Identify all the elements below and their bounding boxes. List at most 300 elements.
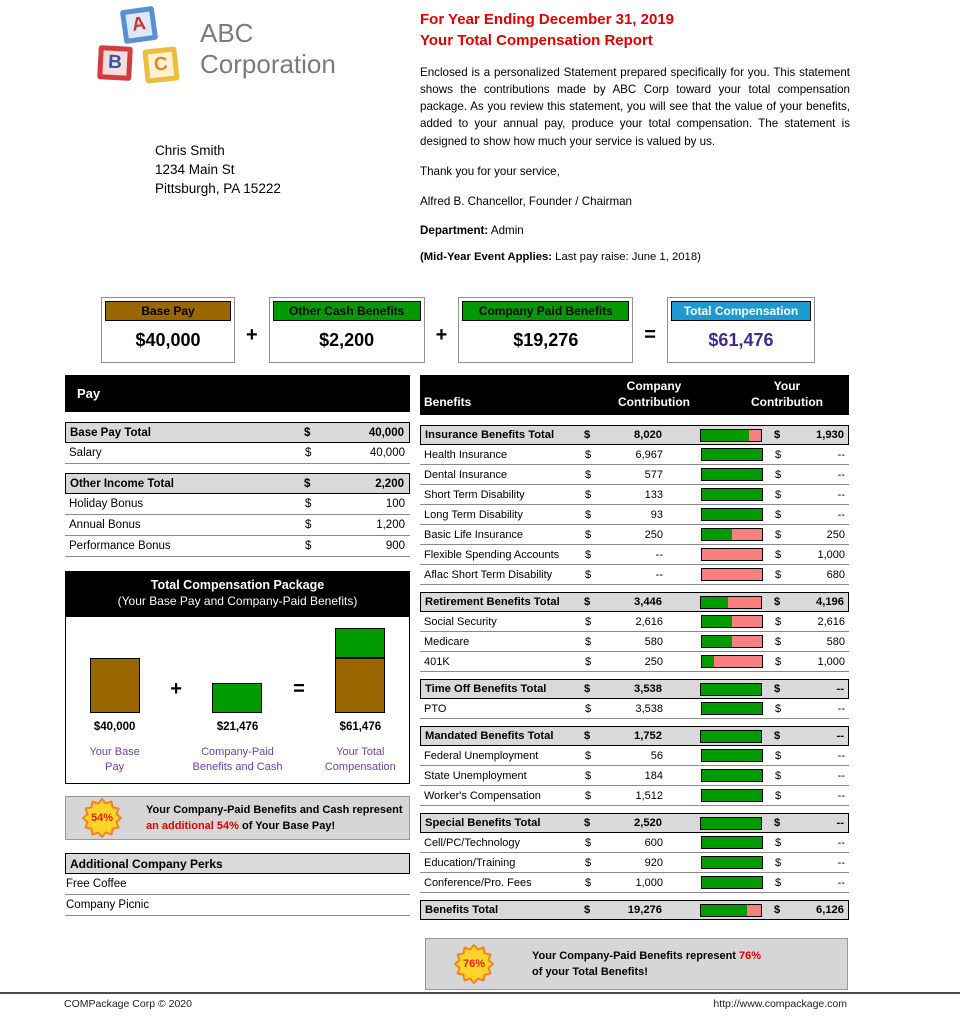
pay-total-row xyxy=(65,473,410,494)
bar xyxy=(335,625,385,713)
company-name-line2: Corporation xyxy=(200,48,336,79)
badge-percent-value: 76% xyxy=(462,958,486,970)
perk-row: Company Picnic xyxy=(65,895,410,916)
currency-symbol: $ xyxy=(585,876,592,889)
bar-value-label: $21,476 xyxy=(216,721,259,733)
company-amount: 19,276 xyxy=(627,904,662,916)
row-label: Special Benefits Total xyxy=(425,817,541,829)
badge-message xyxy=(532,948,761,981)
contribution-split-bar xyxy=(700,904,762,917)
benefits-row xyxy=(420,525,849,545)
pay-column xyxy=(65,375,410,916)
summary-box xyxy=(101,297,235,363)
contribution-split-bar xyxy=(701,876,763,889)
currency-symbol: $ xyxy=(775,655,782,668)
benefits-total-row xyxy=(420,726,849,746)
bar-label-line2: Benefits and Cash xyxy=(192,760,283,773)
pay-total-row xyxy=(65,422,410,443)
bar-label-line1: Company-Paid xyxy=(201,746,274,758)
benefits-table xyxy=(420,425,849,920)
your-amount: -- xyxy=(837,508,845,521)
report-title xyxy=(420,10,850,51)
your-amount: 2,616 xyxy=(817,615,845,628)
department-line xyxy=(420,224,850,237)
currency-symbol: $ xyxy=(585,468,592,481)
bar xyxy=(90,625,140,713)
starburst-badge-icon xyxy=(454,944,494,984)
currency-symbol: $ xyxy=(774,730,781,742)
currency-symbol: $ xyxy=(774,817,781,829)
department-label: Department: xyxy=(420,223,489,237)
summary-box-label: Total Compensation xyxy=(671,301,811,321)
total-compensation-package-chart xyxy=(65,571,410,784)
letter-block-b-icon: B xyxy=(97,45,133,81)
currency-symbol: $ xyxy=(774,596,781,608)
contribution-split-bar xyxy=(701,548,763,561)
row-label: Other Income Total xyxy=(70,477,174,490)
your-amount: -- xyxy=(837,769,845,782)
benefits-header-col2 xyxy=(581,379,727,410)
starburst-badge-icon xyxy=(82,798,122,838)
bar-value-label: $61,476 xyxy=(339,721,382,733)
contribution-split-bar xyxy=(701,615,763,628)
benefits-total-row xyxy=(420,900,849,920)
company-amount: -- xyxy=(655,548,663,561)
your-amount: 1,930 xyxy=(816,429,844,441)
row-label: Health Insurance xyxy=(424,448,508,461)
contribution-split-bar xyxy=(700,429,762,442)
currency-symbol: $ xyxy=(585,769,592,782)
currency-symbol: $ xyxy=(584,730,591,742)
company-amount: 6,967 xyxy=(635,448,663,461)
benefits-group xyxy=(420,726,849,806)
your-amount: 680 xyxy=(826,568,845,581)
company-share-fill xyxy=(702,770,762,781)
summary-box-value: $2,200 xyxy=(319,330,375,350)
currency-symbol: $ xyxy=(774,683,781,695)
footer-url: http://www.compackage.com xyxy=(713,998,847,1010)
row-label: Aflac Short Term Disability xyxy=(424,568,553,581)
pay-row xyxy=(65,494,410,515)
company-amount: 2,616 xyxy=(635,615,663,628)
row-label: Holiday Bonus xyxy=(69,498,144,510)
currency-symbol: $ xyxy=(775,789,782,802)
benefits-row xyxy=(420,652,849,672)
contribution-split-bar xyxy=(701,568,763,581)
benefits-header-col1: Benefits xyxy=(424,395,472,409)
contribution-split-bar xyxy=(700,817,762,830)
midyear-event-line xyxy=(420,251,850,263)
benefits-row xyxy=(420,505,849,525)
currency-symbol: $ xyxy=(305,540,312,552)
your-amount: -- xyxy=(837,749,845,762)
row-label: Benefits Total xyxy=(425,904,499,916)
bar-segment xyxy=(335,658,385,713)
currency-symbol: $ xyxy=(585,615,592,628)
company-amount: 133 xyxy=(644,488,663,501)
currency-symbol: $ xyxy=(775,836,782,849)
bar-label-line2: Pay xyxy=(105,760,125,773)
contribution-split-bar xyxy=(701,789,763,802)
summary-operator: = xyxy=(644,324,656,346)
footer-copyright: COMPackage Corp © 2020 xyxy=(64,998,192,1010)
currency-symbol: $ xyxy=(774,429,781,441)
your-amount: -- xyxy=(837,488,845,501)
currency-symbol: $ xyxy=(585,702,592,715)
company-share-fill xyxy=(702,857,762,868)
recipient-street: 1234 Main St xyxy=(155,161,235,177)
company-share-fill xyxy=(702,790,762,801)
summary-box xyxy=(269,297,425,363)
row-label: Basic Life Insurance xyxy=(424,528,524,541)
badge-message xyxy=(146,802,403,835)
your-amount: -- xyxy=(836,730,844,742)
letter-body: Enclosed is a personalized Statement prepared specifically for you. This statement shows the contributions made by ABC Corp toward your total compensation package. As you review this statement, you will see that the value of your benefits, added to your annual pay, produce your total compensation. The statement is designed to show how much your service is valued by us. xyxy=(420,66,850,148)
row-label: Medicare xyxy=(424,635,470,648)
contribution-split-bar xyxy=(701,655,763,668)
benefits-group xyxy=(420,592,849,672)
benefits-total-row xyxy=(420,592,849,612)
your-amount: 1,000 xyxy=(817,655,845,668)
pay-table-header: Pay xyxy=(65,375,410,412)
currency-symbol: $ xyxy=(304,426,311,439)
benefits-column xyxy=(420,375,849,990)
your-amount: 580 xyxy=(826,635,845,648)
contribution-split-bar xyxy=(701,769,763,782)
row-label: Social Security xyxy=(424,615,497,628)
currency-symbol: $ xyxy=(585,789,592,802)
benefits-row xyxy=(420,612,849,632)
company-share-fill xyxy=(701,597,728,608)
benefits-row xyxy=(420,746,849,766)
currency-symbol: $ xyxy=(775,615,782,628)
benefits-group xyxy=(420,679,849,719)
chart-bar-column xyxy=(66,625,163,775)
currency-symbol: $ xyxy=(584,429,591,441)
currency-symbol: $ xyxy=(305,498,312,510)
currency-symbol: $ xyxy=(775,528,782,541)
company-share-fill xyxy=(702,489,762,500)
currency-symbol: $ xyxy=(775,856,782,869)
your-amount: -- xyxy=(836,817,844,829)
row-label: Federal Unemployment xyxy=(424,749,539,762)
currency-symbol: $ xyxy=(585,856,592,869)
badge-message-line1 xyxy=(532,948,761,965)
currency-symbol: $ xyxy=(585,635,592,648)
benefits-row xyxy=(420,833,849,853)
your-amount: -- xyxy=(837,856,845,869)
contribution-split-bar xyxy=(700,683,762,696)
company-share-fill xyxy=(701,731,761,742)
badge-highlight: an additional 54% xyxy=(146,820,239,832)
chart-bar-column xyxy=(312,625,409,775)
company-amount: 600 xyxy=(644,836,663,849)
currency-symbol: $ xyxy=(305,447,312,459)
row-amount: 40,000 xyxy=(368,426,404,439)
company-share-fill xyxy=(702,656,714,667)
bar-label-line1: Your Total xyxy=(336,746,385,758)
chart-subtitle: (Your Base Pay and Company-Paid Benefits) xyxy=(117,594,358,608)
department-value: Admin xyxy=(488,223,524,237)
letter-block-c-icon: C xyxy=(142,46,179,83)
company-share-fill xyxy=(702,509,762,520)
currency-symbol: $ xyxy=(305,519,312,531)
letter-thanks: Thank you for your service, xyxy=(420,164,560,178)
benefits-header-col3 xyxy=(727,379,847,410)
row-amount: 2,200 xyxy=(375,477,404,490)
compensation-summary-equation xyxy=(101,297,815,363)
pay-table xyxy=(65,422,410,557)
contribution-split-bar xyxy=(701,528,763,541)
currency-symbol: $ xyxy=(585,528,592,541)
summary-box xyxy=(458,297,633,363)
company-contribution-header-line2: Contribution xyxy=(618,395,690,409)
benefits-total-row xyxy=(420,813,849,833)
row-label: PTO xyxy=(424,702,447,715)
currency-symbol: $ xyxy=(585,548,592,561)
row-label: Cell/PC/Technology xyxy=(424,836,520,849)
your-amount: -- xyxy=(837,876,845,889)
currency-symbol: $ xyxy=(775,876,782,889)
benefits-row xyxy=(420,485,849,505)
letter-section xyxy=(420,10,850,263)
currency-symbol: $ xyxy=(775,568,782,581)
company-amount: 580 xyxy=(644,635,663,648)
letter-signature: Alfred B. Chancellor, Founder / Chairman xyxy=(420,194,633,208)
company-share-fill xyxy=(702,877,762,888)
summary-box-value: $40,000 xyxy=(135,330,201,350)
badge-highlight: 76% xyxy=(739,949,762,962)
bar-segment xyxy=(335,628,385,658)
bar-value-label: $40,000 xyxy=(93,721,136,733)
currency-symbol: $ xyxy=(304,477,311,490)
summary-box-value: $61,476 xyxy=(708,330,774,350)
bar-category-label xyxy=(89,745,139,775)
contribution-split-bar xyxy=(701,488,763,501)
your-amount: 6,126 xyxy=(816,904,844,916)
company-amount: 1,000 xyxy=(635,876,663,889)
currency-symbol: $ xyxy=(585,749,592,762)
badge-message-line2: of your Total Benefits! xyxy=(532,966,648,978)
summary-box-label: Other Cash Benefits xyxy=(273,301,421,321)
row-label: Short Term Disability xyxy=(424,488,525,501)
row-label: Worker's Compensation xyxy=(424,789,541,802)
chart-header xyxy=(65,571,410,616)
your-amount: 250 xyxy=(826,528,845,541)
page-footer xyxy=(0,992,960,1010)
company-amount: 577 xyxy=(644,468,663,481)
recipient-name: Chris Smith xyxy=(155,143,225,158)
company-amount: 3,538 xyxy=(634,683,662,695)
summary-box-label: Base Pay xyxy=(105,301,231,321)
your-amount: 4,196 xyxy=(816,596,844,608)
benefits-group xyxy=(420,900,849,920)
recipient-city: Pittsburgh, PA 15222 xyxy=(155,180,281,196)
contribution-split-bar xyxy=(701,448,763,461)
currency-symbol: $ xyxy=(775,548,782,561)
company-amount: 184 xyxy=(644,769,663,782)
row-label: State Unemployment xyxy=(424,769,527,782)
currency-symbol: $ xyxy=(775,468,782,481)
currency-symbol: $ xyxy=(585,448,592,461)
chart-plot-area xyxy=(65,616,410,784)
company-name-line1: ABC xyxy=(200,18,254,48)
chart-bars xyxy=(66,617,409,775)
currency-symbol: $ xyxy=(585,488,592,501)
benefits-row xyxy=(420,786,849,806)
midyear-label: (Mid-Year Event Applies: xyxy=(420,250,553,263)
your-amount: -- xyxy=(837,468,845,481)
bar-label-line2: Compensation xyxy=(324,760,396,773)
row-amount: 900 xyxy=(385,540,405,552)
company-amount: 250 xyxy=(644,655,663,668)
currency-symbol: $ xyxy=(585,836,592,849)
benefits-row xyxy=(420,699,849,719)
perks-rows xyxy=(65,874,410,916)
benefits-total-row xyxy=(420,679,849,699)
currency-symbol: $ xyxy=(775,702,782,715)
row-label: Education/Training xyxy=(424,856,516,869)
chart-operator: + xyxy=(170,678,182,700)
your-amount: -- xyxy=(836,683,844,695)
bar xyxy=(212,625,262,713)
badge-message-rest: of Your Base Pay! xyxy=(238,820,336,832)
contribution-split-bar xyxy=(701,508,763,521)
your-amount: 1,000 xyxy=(817,548,845,561)
company-share-fill xyxy=(701,684,761,695)
company-amount: 920 xyxy=(644,856,663,869)
perk-row: Free Coffee xyxy=(65,874,410,895)
badge-percent-value: 54% xyxy=(90,812,114,824)
company-amount: 250 xyxy=(644,528,663,541)
benefits-total-row xyxy=(420,425,849,445)
company-share-fill xyxy=(702,469,762,480)
benefits-row xyxy=(420,853,849,873)
benefits-group xyxy=(420,425,849,585)
recipient-address xyxy=(155,142,281,199)
row-amount: 40,000 xyxy=(369,447,405,459)
badge-message-prefix: Your Company-Paid Benefits represent xyxy=(532,949,740,962)
row-label: Base Pay Total xyxy=(70,426,151,439)
contribution-split-bar xyxy=(701,702,763,715)
your-contribution-header-line2: Contribution xyxy=(751,395,823,409)
summary-box-value: $19,276 xyxy=(513,330,579,350)
row-label: Salary xyxy=(69,447,102,459)
contribution-split-bar xyxy=(700,596,762,609)
summary-box xyxy=(667,297,815,363)
chart-bar-column xyxy=(189,625,286,775)
currency-symbol: $ xyxy=(584,683,591,695)
benefits-group xyxy=(420,813,849,893)
currency-symbol: $ xyxy=(584,596,591,608)
company-share-fill xyxy=(701,818,761,829)
your-amount: -- xyxy=(837,836,845,849)
contribution-split-bar xyxy=(701,836,763,849)
contribution-split-bar xyxy=(701,635,763,648)
badge-message-line2 xyxy=(146,818,403,835)
benefits-row xyxy=(420,632,849,652)
company-share-fill xyxy=(702,750,762,761)
company-share-fill xyxy=(702,703,762,714)
company-amount: 56 xyxy=(650,749,663,762)
benefits-row xyxy=(420,445,849,465)
currency-symbol: $ xyxy=(585,655,592,668)
pay-row xyxy=(65,536,410,557)
badge-message-line1: Your Company-Paid Benefits and Cash represent xyxy=(146,803,403,816)
row-label: Flexible Spending Accounts xyxy=(424,548,560,561)
row-label: Long Term Disability xyxy=(424,508,523,521)
contribution-split-bar xyxy=(701,468,763,481)
pay-group xyxy=(65,422,410,464)
chart-operator: = xyxy=(293,678,305,700)
perks-header: Additional Company Perks xyxy=(65,853,410,874)
currency-symbol: $ xyxy=(775,508,782,521)
pay-row xyxy=(65,515,410,536)
pay-row xyxy=(65,443,410,464)
currency-symbol: $ xyxy=(775,749,782,762)
summary-operator: + xyxy=(435,324,448,346)
row-label: Performance Bonus xyxy=(69,540,171,552)
row-label: Dental Insurance xyxy=(424,468,508,481)
company-share-fill xyxy=(701,430,749,441)
row-label: Mandated Benefits Total xyxy=(425,730,554,742)
row-label: Retirement Benefits Total xyxy=(425,596,560,608)
currency-symbol: $ xyxy=(775,448,782,461)
benefits-row xyxy=(420,545,849,565)
row-amount: 100 xyxy=(385,498,405,510)
base-pay-percentage-callout xyxy=(65,796,410,840)
pay-group xyxy=(65,473,410,557)
additional-perks-table xyxy=(65,853,410,916)
benefits-row xyxy=(420,766,849,786)
row-label: Time Off Benefits Total xyxy=(425,683,547,695)
row-label: Annual Bonus xyxy=(69,519,141,531)
your-contribution-header-line1: Your xyxy=(773,379,801,394)
company-share-fill xyxy=(702,616,732,627)
your-amount: -- xyxy=(837,448,845,461)
currency-symbol: $ xyxy=(774,904,781,916)
bar-segment xyxy=(212,683,262,713)
row-amount: 1,200 xyxy=(376,519,405,531)
bar-category-label xyxy=(193,745,283,775)
your-amount: -- xyxy=(837,702,845,715)
company-name xyxy=(200,18,336,79)
bar-category-label xyxy=(325,745,396,775)
company-share-fill xyxy=(702,636,732,647)
row-label: 401K xyxy=(424,655,450,668)
company-amount: 1,512 xyxy=(635,789,663,802)
company-share-fill xyxy=(702,529,732,540)
company-amount: 3,538 xyxy=(635,702,663,715)
contribution-split-bar xyxy=(701,749,763,762)
benefits-table-header xyxy=(420,375,849,415)
bar-segment xyxy=(90,658,140,713)
your-amount: -- xyxy=(837,789,845,802)
report-title-line2: Your Total Compensation Report xyxy=(420,31,653,49)
benefits-percentage-callout xyxy=(425,938,848,990)
letter-block-a-icon: A xyxy=(120,6,158,44)
company-amount: 3,446 xyxy=(634,596,662,608)
benefits-row xyxy=(420,873,849,893)
company-contribution-header-line1: Company xyxy=(626,379,682,394)
chart-title: Total Compensation Package xyxy=(150,578,325,592)
currency-symbol: $ xyxy=(775,488,782,501)
benefits-row xyxy=(420,565,849,585)
benefits-row xyxy=(420,465,849,485)
row-label: Conference/Pro. Fees xyxy=(424,876,532,889)
company-share-fill xyxy=(702,449,762,460)
currency-symbol: $ xyxy=(775,635,782,648)
